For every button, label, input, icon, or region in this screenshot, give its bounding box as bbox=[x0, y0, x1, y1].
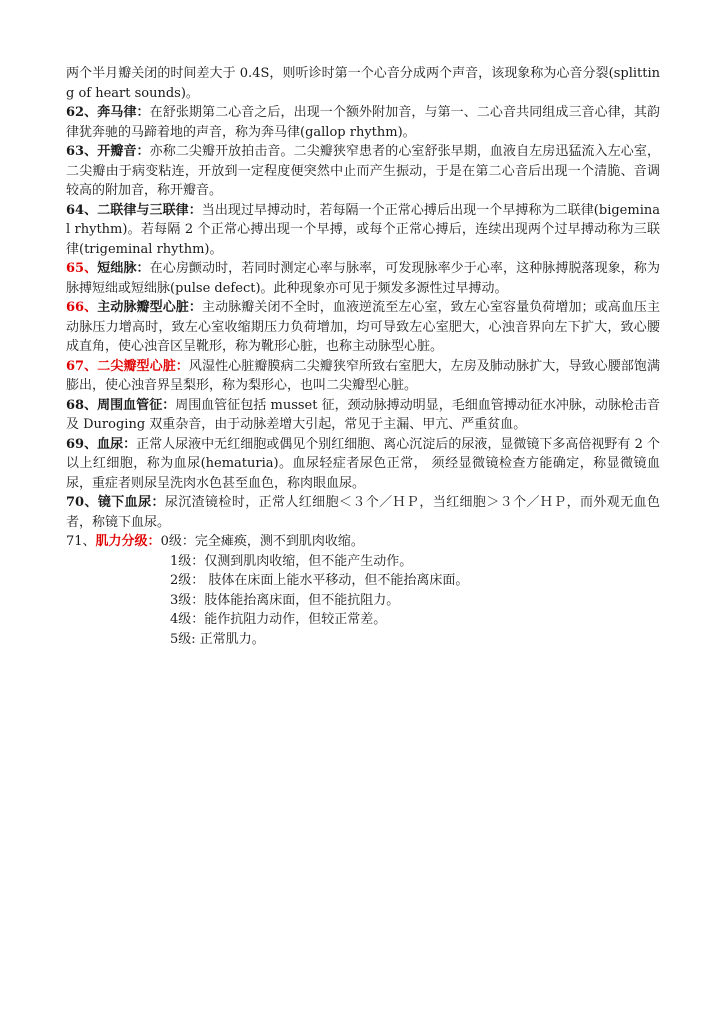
entry-body: 正常人尿液中无红细胞或偶见个别红细胞、离心沉淀后的尿液，显微镜下多高倍视野有 2 个以上红细胞，称为血尿(hematuria)。血尿轻症者尿色正常， 须经显微镜检查方能确定，称显微镜血尿，重症者则尿呈洗肉水色甚至血色，称肉眼血尿。 bbox=[66, 436, 660, 491]
entry-number: 64、 bbox=[66, 202, 98, 218]
entry-number: 71、 bbox=[66, 534, 96, 549]
entry-body: 亦称二尖瓣开放拍击音。二尖瓣狭窄患者的心室舒张早期，血液自左房迅猛流入左心室，二尖瓣由于病变粘连，开放到一定程度便突然中止而产生振动，于是在第二心音后出现一个清脆、音调较高的附加音，称开瓣音。 bbox=[66, 144, 660, 198]
entry-body: 周围血管征包括 musset 征，颈动脉搏动明显，毛细血管搏动征水冲脉，动脉枪击音及 Duroging 双重杂音，由于动脉差增大引起，常见于主漏、甲亢、严重贫血。 bbox=[66, 397, 660, 432]
entry-body: 在心房颤动时，若同时测定心率与脉率，可发现脉率少于心率，这种脉搏脱落现象，称为脉搏短绌或短绌脉(pulse defect)。此种现象亦可见于频发多源性过早搏动。 bbox=[66, 261, 660, 296]
entry-term: 开瓣音： bbox=[97, 144, 150, 159]
entry-term: 主动脉瓣型心脏： bbox=[97, 300, 202, 315]
entry-number: 67、 bbox=[66, 358, 98, 374]
entry-term: 奔马律： bbox=[97, 105, 150, 120]
entry-68 bbox=[66, 396, 660, 435]
entry-64 bbox=[66, 201, 660, 260]
entry-body: 两个半月瓣关闭的时间差大于 0.4S，则听诊时第一个心音分成两个声音，该现象称为心音分裂(splitting of heart sounds)。 bbox=[66, 66, 660, 101]
entry-67 bbox=[66, 357, 660, 396]
entry-61-continuation bbox=[66, 64, 660, 103]
entry-62 bbox=[66, 103, 660, 142]
entry-body: 尿沉渣镜检时，正常人红细胞＜３个／ＨＰ，当红细胞＞３个／ＨＰ，而外观无血色者，称镜下血尿。 bbox=[66, 495, 660, 530]
entry-term: 二尖瓣型心脏： bbox=[97, 358, 189, 374]
entry-number: 70、 bbox=[66, 495, 98, 510]
entry-body: 在舒张期第二心音之后，出现一个额外附加音，与第一、二心音共同组成三音心律，其韵律犹奔驰的马蹄着地的声音，称为奔马律(gallop rhythm)。 bbox=[66, 105, 660, 140]
entry-number: 63、 bbox=[66, 144, 98, 159]
entry-71-muscle-grades bbox=[66, 532, 660, 649]
entry-63 bbox=[66, 142, 660, 201]
grade-text: 0级：完全瘫痪，测不到肌肉收缩。 bbox=[160, 534, 364, 549]
grade-line: 5级: 正常肌力。 bbox=[170, 631, 265, 647]
entry-70 bbox=[66, 493, 660, 532]
entry-number: 68、 bbox=[66, 397, 98, 413]
entry-69 bbox=[66, 435, 660, 494]
entry-term: 二联律与三联律： bbox=[97, 202, 202, 218]
entry-term: 周围血管征： bbox=[97, 397, 176, 413]
entry-number: 66、 bbox=[66, 300, 98, 315]
entry-body: 当出现过早搏动时，若每隔一个正常心搏后出现一个早搏称为二联律(bigeminal rhythm)。若每隔 2 个正常心搏出现一个早搏，或每个正常心搏后，连续出现两个过早搏动称为三联律(trigeminal rhythm)。 bbox=[66, 202, 660, 257]
entry-term: 血尿： bbox=[97, 436, 137, 452]
entry-term: 镜下血尿： bbox=[97, 495, 165, 510]
entry-body: 风湿性心脏瓣膜病二尖瓣狭窄所致右室肥大，左房及肺动脉扩大，导致心腰部饱满膨出，使心浊音界呈梨形，称为梨形心，也叫二尖瓣型心脏。 bbox=[66, 358, 660, 393]
entry-65 bbox=[66, 259, 660, 298]
entry-66 bbox=[66, 298, 660, 357]
entry-term: 短绌脉： bbox=[97, 261, 150, 276]
grade-line: 4级：能作抗阻力动作，但较正常差。 bbox=[170, 612, 387, 627]
grade-line: 3级：肢体能抬离床面，但不能抗阻力。 bbox=[170, 592, 400, 608]
entry-number: 65、 bbox=[66, 261, 98, 276]
entry-body: 主动脉瓣关闭不全时，血液逆流至左心室，致左心室容量负荷增加；或高血压主动脉压力增高时，致左心室收缩期压力负荷增加，均可导致左心室肥大，心浊音界向左下扩大，致心腰成直角，使心浊音区呈靴形，称为靴形心脏，也称主动脉型心脏。 bbox=[66, 300, 660, 354]
grade-line bbox=[66, 532, 660, 552]
grade-line: 2级： 肢体在床面上能水平移动，但不能抬离床面。 bbox=[170, 573, 469, 588]
entry-number: 69、 bbox=[66, 436, 98, 452]
document-page bbox=[66, 64, 660, 649]
grade-line: 1级：仅测到肌肉收缩，但不能产生动作。 bbox=[170, 553, 413, 569]
entry-number: 62、 bbox=[66, 105, 98, 120]
entry-term: 肌力分级： bbox=[95, 534, 161, 549]
